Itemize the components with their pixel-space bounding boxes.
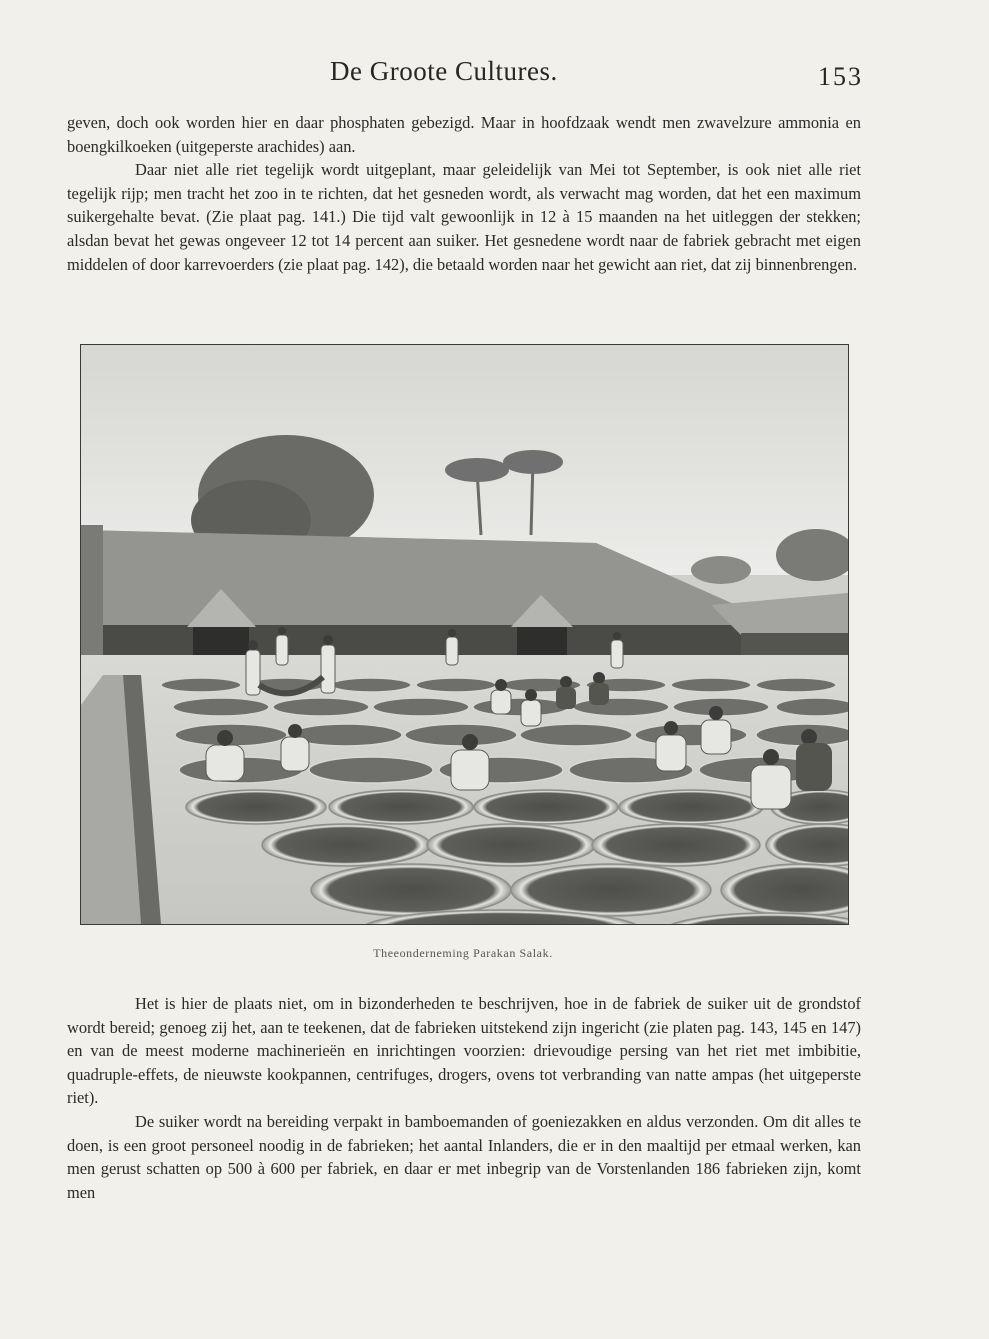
- figure-caption: Theeonderneming Parakan Salak.: [373, 946, 553, 960]
- paragraph: Daar niet alle riet tegelijk wordt uitgeplant, maar geleidelijk van Mei tot September, is ook niet alle riet tegelijk rijp; men tracht het zoo in te richten, dat het gesneden wordt, als verwacht mag worden, dat het een maximum suikergehalte bevat. (Zie plaat pag. 141.) Die tijd valt gewoonlijk in 12 à 15 maanden na het uitleggen der stekken; alsdan bevat het gewas ongeveer 12 tot 14 percent aan suiker. Het gesnedene wordt naar de fabriek gebracht met eigen middelen of door karrevoerders (zie plaat pag. 142), die betaald worden naar het gewicht aan riet, dat zij binnenbrengen.: [67, 160, 861, 274]
- paragraph: De suiker wordt na bereiding verpakt in bamboemanden of goeniezakken en aldus verzonden. Om dit alles te doen, is een groot personeel noodig in de fabrieken; het aantal Inlanders, die er in den maaltijd per etmaal werken, kan men gerust schatten op 500 à 600 per fabriek, en daar er met inbegrip van de Vorstenlanden 186 fabrieken zijn, komt men: [67, 1111, 861, 1202]
- tea-drying-yard-photo: [81, 345, 848, 924]
- page-number: 153: [818, 62, 863, 91]
- photograph-plate: [80, 344, 849, 925]
- bottom-text-block: [67, 992, 861, 1204]
- running-title: De Groote Cultures.: [330, 56, 558, 86]
- paragraph: geven, doch ook worden hier en daar phosphaten gebezigd. Maar in hoofdzaak wendt men zwavelzure ammonia en boengkilkoeken (uitgeperste arachides) aan.: [67, 113, 861, 156]
- top-text-block: [67, 111, 861, 276]
- paragraph: Het is hier de plaats niet, om in bizonderheden te beschrijven, hoe in de fabriek de suiker uit de grondstof wordt bereid; genoeg zij het, aan te teekenen, dat de fabrieken uitstekend zijn ingericht (zie platen pag. 143, 145 en 147) en van de meest moderne machinerieën en inrichtingen voorzien: drievoudige persing van het riet met imbibitie, quadruple-effets, de nieuwste kookpannen, centrifuges, drogers, ovens tot verbranding van natte ampas (het uitgeperste riet).: [67, 994, 861, 1108]
